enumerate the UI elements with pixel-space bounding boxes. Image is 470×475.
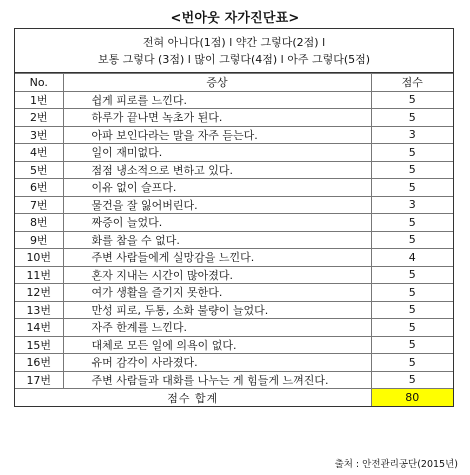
row-symptom: 혼자 지내는 시간이 많아졌다.	[63, 266, 371, 284]
row-score: 5	[371, 284, 453, 302]
table-row	[15, 319, 453, 337]
row-number: 17번	[15, 371, 63, 389]
row-score: 5	[371, 179, 453, 197]
row-symptom: 만성 피로, 두통, 소화 불량이 늘었다.	[63, 301, 371, 319]
row-number: 14번	[15, 319, 63, 337]
source-note: 출처 : 안전관리공단(2015년)	[334, 459, 458, 470]
row-symptom: 쉽게 피로를 느낀다.	[63, 91, 371, 109]
symptom-rows	[15, 91, 453, 389]
row-number: 7번	[15, 196, 63, 214]
row-number: 13번	[15, 301, 63, 319]
row-number: 2번	[15, 109, 63, 127]
table-row	[15, 196, 453, 214]
table-row	[15, 371, 453, 389]
row-symptom: 이유 없이 슬프다.	[63, 179, 371, 197]
scale-line-2: 보통 그렇다 (3점) l 많이 그렇다(4점) l 아주 그렇다(5점)	[97, 53, 371, 66]
row-number: 16번	[15, 354, 63, 372]
row-symptom: 화를 참을 수 없다.	[63, 231, 371, 249]
row-score: 3	[371, 126, 453, 144]
row-score: 5	[371, 301, 453, 319]
row-number: 5번	[15, 161, 63, 179]
row-number: 9번	[15, 231, 63, 249]
row-score: 5	[371, 144, 453, 162]
burnout-checklist	[14, 28, 454, 407]
total-value: 80	[371, 389, 453, 407]
table-row	[15, 161, 453, 179]
row-symptom: 점점 냉소적으로 변하고 있다.	[63, 161, 371, 179]
table-row	[15, 249, 453, 267]
scale-line-1: 전혀 아니다(1점) l 약간 그렇다(2점) l	[142, 36, 326, 49]
row-number: 12번	[15, 284, 63, 302]
header-row	[15, 74, 453, 92]
row-score: 5	[371, 214, 453, 232]
row-score: 3	[371, 196, 453, 214]
table-row	[15, 354, 453, 372]
row-score: 5	[371, 371, 453, 389]
table-row	[15, 109, 453, 127]
header-no: No.	[15, 74, 63, 92]
symptom-table	[15, 73, 453, 406]
row-score: 5	[371, 319, 453, 337]
table-row	[15, 179, 453, 197]
row-symptom: 짜증이 늘었다.	[63, 214, 371, 232]
row-number: 4번	[15, 144, 63, 162]
row-score: 5	[371, 231, 453, 249]
table-row	[15, 144, 453, 162]
row-number: 10번	[15, 249, 63, 267]
row-score: 5	[371, 266, 453, 284]
row-number: 1번	[15, 91, 63, 109]
table-row	[15, 284, 453, 302]
row-number: 8번	[15, 214, 63, 232]
table-row	[15, 214, 453, 232]
row-symptom: 대체로 모든 일에 의욕이 없다.	[63, 336, 371, 354]
row-number: 15번	[15, 336, 63, 354]
table-row	[15, 91, 453, 109]
row-score: 5	[371, 109, 453, 127]
row-symptom: 유머 감각이 사라졌다.	[63, 354, 371, 372]
table-row	[15, 126, 453, 144]
row-number: 11번	[15, 266, 63, 284]
document-title: <번아웃 자가진단표>	[170, 11, 300, 26]
table-row	[15, 301, 453, 319]
row-symptom: 주변 사람들과 대화를 나누는 게 힘들게 느껴진다.	[63, 371, 371, 389]
table-row	[15, 231, 453, 249]
row-score: 5	[371, 354, 453, 372]
row-score: 5	[371, 161, 453, 179]
scoring-scale	[15, 29, 453, 73]
row-symptom: 하루가 끝나면 녹초가 된다.	[63, 109, 371, 127]
row-score: 5	[371, 336, 453, 354]
row-number: 6번	[15, 179, 63, 197]
row-symptom: 자주 한계를 느낀다.	[63, 319, 371, 337]
row-symptom: 여가 생활을 즐기지 못한다.	[63, 284, 371, 302]
total-row	[15, 389, 453, 407]
row-symptom: 주변 사람들에게 실망감을 느낀다.	[63, 249, 371, 267]
row-score: 5	[371, 91, 453, 109]
row-score: 4	[371, 249, 453, 267]
row-symptom: 아파 보인다라는 말을 자주 듣는다.	[63, 126, 371, 144]
table-row	[15, 336, 453, 354]
header-symptom: 증상	[63, 74, 371, 92]
row-symptom: 물건을 잘 잃어버린다.	[63, 196, 371, 214]
row-number: 3번	[15, 126, 63, 144]
row-symptom: 일이 재미없다.	[63, 144, 371, 162]
total-label: 점수 합계	[15, 389, 371, 407]
header-score: 점수	[371, 74, 453, 92]
table-row	[15, 266, 453, 284]
